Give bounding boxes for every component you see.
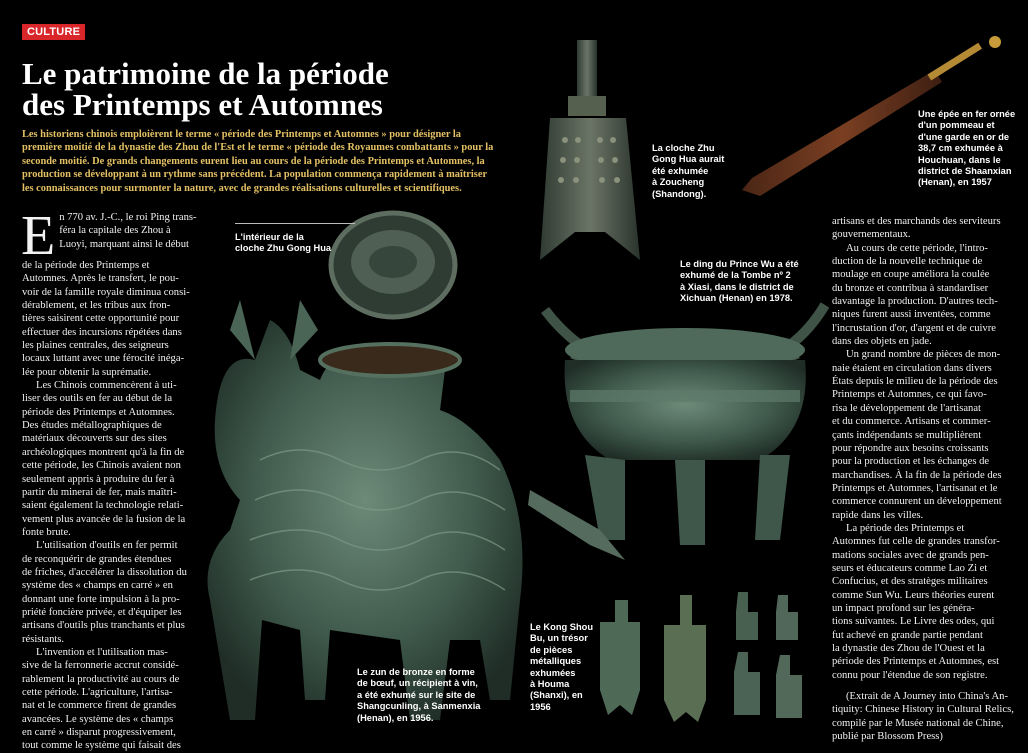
body-line: partir du minerai de fer, mais maîtri-	[22, 486, 177, 498]
body-line: seurs et éducateurs comme Lao Zi et	[832, 562, 988, 574]
body-line: sive de la ferronnerie accrut considé-	[22, 660, 179, 672]
caption-line: Shangcunling, à Sanmenxia	[357, 701, 481, 712]
caption-zun	[357, 667, 480, 724]
caption-line: Le ding du Prince Wu a été	[680, 259, 799, 269]
body-line: Confucius, et des stratèges militaires	[832, 576, 988, 588]
body-line: saient également la technologie relati-	[22, 500, 184, 512]
body-line: La période des Printemps et	[846, 522, 965, 534]
section-tag: CULTURE	[22, 24, 85, 40]
caption-line: de bœuf, un récipient à vin,	[357, 678, 478, 689]
intro-line: Les historiens chinois emploièrent le terme « période des Printemps et Automnes » pour désigner la	[22, 129, 461, 140]
caption-line: (Henan), en 1956.	[357, 712, 434, 723]
credit-line: compilé par le Musée national de Chine,	[832, 717, 1004, 729]
body-line: artisans et des marchands des serviteurs	[832, 216, 1001, 227]
body-line: dérablement, et les tribus aux fron-	[22, 300, 171, 312]
body-line: commerce connurent un développement	[832, 496, 1002, 508]
body-line: L'utilisation d'outils en fer permit	[36, 540, 178, 552]
caption-line: d'un pommeau et	[918, 120, 995, 131]
title-line: des Printemps et Automnes	[22, 87, 383, 122]
bell-interior-image	[331, 213, 455, 317]
body-line: matériaux découverts sur des sites	[22, 433, 167, 445]
body-line: vement plus avancée de la fusion de la	[22, 513, 186, 525]
caption-bell-interior	[235, 232, 331, 255]
intro-line: première moitié de la dynastie des Zhou de l'Est et le terme « période des Royaumes combattants » pour la	[22, 142, 494, 154]
body-line: et du commerce. Artisans et commer-	[832, 416, 991, 428]
body-line: moulage en coupe améliora la coulée	[832, 269, 990, 281]
caption-line: Xichuan (Henan) en 1978.	[680, 293, 793, 304]
body-line: cette période, les Chinois avaient non	[22, 460, 181, 472]
caption-line: à Xiasi, dans le district de	[680, 281, 794, 292]
body-line: archéologiques montrent qu'à la fin de	[22, 446, 185, 458]
body-line: priété foncière privée, et d'équiper les	[22, 606, 182, 618]
caption-line: cloche Zhu Gong Hua	[235, 243, 332, 254]
body-line: fonte brute.	[22, 526, 71, 538]
body-line: Un grand nombre de pièces de mon-	[846, 349, 1001, 361]
intro-line: les connaissances pour surmonter la nature, avec de grandes réalisations culturelles et scientifiques.	[22, 182, 462, 194]
body-line: période des Printemps et Automnes, est	[832, 656, 1000, 668]
caption-line: Le zun de bronze en forme	[357, 667, 475, 677]
page-title	[22, 58, 492, 120]
leader-line	[235, 223, 355, 224]
body-line: Automnes. Après le transfert, le pou-	[22, 273, 179, 285]
caption-line: (Shandong).	[652, 188, 707, 199]
caption-line: La cloche Zhu	[652, 143, 715, 153]
body-line: Luoyi, marquant ainsi le début	[59, 238, 189, 250]
body-line: système des « champs en carré » en	[22, 580, 173, 592]
ox-zun-image	[208, 300, 523, 720]
body-line: seulement appris à produire du fer à	[22, 473, 175, 485]
body-line: féra la capitale des Zhou à	[59, 225, 171, 237]
caption-line: été exhumée	[652, 165, 709, 176]
body-line: en carré » disparut progressivement,	[22, 727, 176, 739]
body-column-left	[21, 205, 197, 753]
body-line: lée pour obtenir la suprématie.	[22, 366, 152, 378]
body-line: gouvernementaux.	[832, 229, 911, 241]
body-line: tions suivantes. Le Livre des odes, qui	[832, 616, 995, 628]
body-line: rablement la productivité au cours de	[22, 673, 180, 685]
body-line: résistants.	[22, 633, 65, 645]
credit-line: tiquity: Chinese History in Cultural Relics,	[832, 704, 1014, 716]
caption-coins	[530, 622, 593, 713]
caption-line: métalliques	[530, 656, 582, 667]
intro-line: production se développant à un rythme sans précédent. La population commença rapidement à maîtriser	[22, 169, 488, 181]
drop-cap: E	[21, 205, 56, 267]
caption-line: Le Kong Shou	[530, 622, 594, 632]
caption-line: Bu, un trésor	[530, 633, 588, 644]
caption-line: 38,7 cm exhumée à	[918, 143, 1003, 154]
body-line: l'incrustation d'or, d'argent et de cuivre	[832, 322, 996, 334]
body-line: tières saisirent cette opportunité pour	[22, 313, 180, 325]
body-line: L'invention et l'utilisation mas-	[36, 646, 168, 658]
caption-line: exhumé de la Tombe nº 2	[680, 270, 791, 281]
caption-line: a été exhumé sur le site de	[357, 689, 476, 700]
body-line: Printemps et Automnes, ce qui favo-	[832, 389, 987, 401]
caption-ding	[680, 259, 799, 305]
caption-line: L'intérieur de la	[235, 232, 304, 242]
spacer	[832, 682, 1017, 690]
caption-line: exhumées	[530, 667, 576, 678]
intro-line: seconde moitié. De grands changements eurent lieu au cours de la période des Printemps et Automnes, la	[22, 155, 485, 167]
body-line: pour répondre aux besoins croissants	[832, 442, 989, 454]
caption-line: d'une garde en or de	[918, 131, 1010, 142]
body-line: rapide dans les villes.	[832, 509, 924, 521]
body-line: dans des objets en jade.	[832, 336, 932, 348]
body-line: n 770 av. J.-C., le roi Ping trans-	[59, 212, 197, 223]
body-line: Printemps et Automnes, l'artisanat et le	[832, 482, 998, 494]
body-line: Les Chinois commencèrent à uti-	[36, 380, 177, 392]
caption-line: Une épée en fer ornée	[918, 109, 1016, 119]
bronze-ding-image	[528, 305, 825, 560]
caption-line: Gong Hua aurait	[652, 154, 725, 165]
body-line: du bronze et contribua à standardiser	[832, 282, 989, 294]
body-line: effectuer des incursions répétées dans	[22, 326, 182, 338]
body-line: pour la production et les échanges de	[832, 456, 990, 468]
body-line: Automnes fut celle de grandes transfor-	[832, 536, 1000, 548]
body-line: les plaines centrales, des seigneurs	[22, 340, 169, 352]
caption-line: 1956	[530, 701, 551, 712]
body-line: niques furent aussi inventées, comme	[832, 309, 991, 321]
body-line: artisans d'outils plus tranchants et plus	[22, 620, 185, 632]
body-line: Au cours de cette période, l'intro-	[846, 242, 988, 254]
body-line: liser des outils en fer au début de la	[22, 393, 173, 405]
bronze-bell-image	[540, 40, 640, 260]
spade-coins-image	[600, 592, 802, 722]
body-line: de reconquérir de grandes étendues	[22, 553, 172, 565]
body-line: de friches, d'accélérer la dissolution du	[22, 566, 187, 578]
body-line: cette période. L'agriculture, l'artisa-	[22, 687, 173, 698]
body-line: mations sociales avec de grands pen-	[832, 549, 989, 561]
caption-sword	[918, 109, 1015, 189]
body-line: locaux luttant avec une férocité inéga-	[22, 353, 185, 365]
caption-line: Houchuan, dans le	[918, 154, 1001, 165]
body-line: donnant une forte impulsion à la pro-	[22, 593, 180, 605]
body-line: période des Printemps et Automnes.	[22, 406, 175, 418]
body-line: marchandises. À la fin de la période des	[832, 469, 1002, 481]
body-line: fut achevé en grande partie pendant	[832, 629, 983, 641]
caption-line: district de Shaanxian	[918, 166, 1012, 177]
body-line: connu pour l'étendue de son registre.	[832, 669, 988, 681]
body-line: çants indépendants se multiplièrent	[832, 429, 982, 441]
caption-line: de pièces	[530, 644, 573, 655]
caption-line: à Zoucheng	[652, 177, 705, 188]
body-line: Des études métallographiques de	[22, 420, 162, 432]
intro-paragraph	[22, 128, 494, 195]
body-line: avancées. Le système des « champs	[22, 713, 174, 725]
caption-line: (Henan), en 1957	[918, 177, 992, 188]
credit-line: publié par Blossom Press)	[832, 731, 943, 743]
credit-line: (Extrait de A Journey into China's An-	[846, 691, 1008, 703]
title-line: Le patrimoine de la période	[22, 56, 389, 91]
body-column-right	[832, 215, 1017, 743]
caption-line: à Houma	[530, 679, 570, 690]
body-line: comme Sun Wu. Leurs théories eurent	[832, 589, 995, 601]
body-line: davantage la production. D'autres tech-	[832, 296, 998, 308]
body-line: risa le développement de l'artisanat	[832, 402, 981, 414]
body-line: nat et le commerce firent de grandes	[22, 700, 177, 712]
caption-line: (Shanxi), en	[530, 690, 583, 701]
body-line: la dynastie des Zhou de l'Ouest et la	[832, 643, 985, 654]
body-line: naie étaient en circulation dans divers	[832, 362, 992, 374]
body-line: de la période des Printemps et	[22, 260, 150, 271]
caption-bell	[652, 143, 724, 200]
body-line: duction de la nouvelle technique de	[832, 256, 983, 268]
body-line: États depuis le milieu de la période des	[832, 376, 998, 388]
body-line: voir de la famille royale diminua consi-	[22, 286, 190, 298]
body-line: tout comme le système qui faisait des	[22, 740, 181, 752]
body-line: un impact profond sur les généra-	[832, 602, 975, 614]
